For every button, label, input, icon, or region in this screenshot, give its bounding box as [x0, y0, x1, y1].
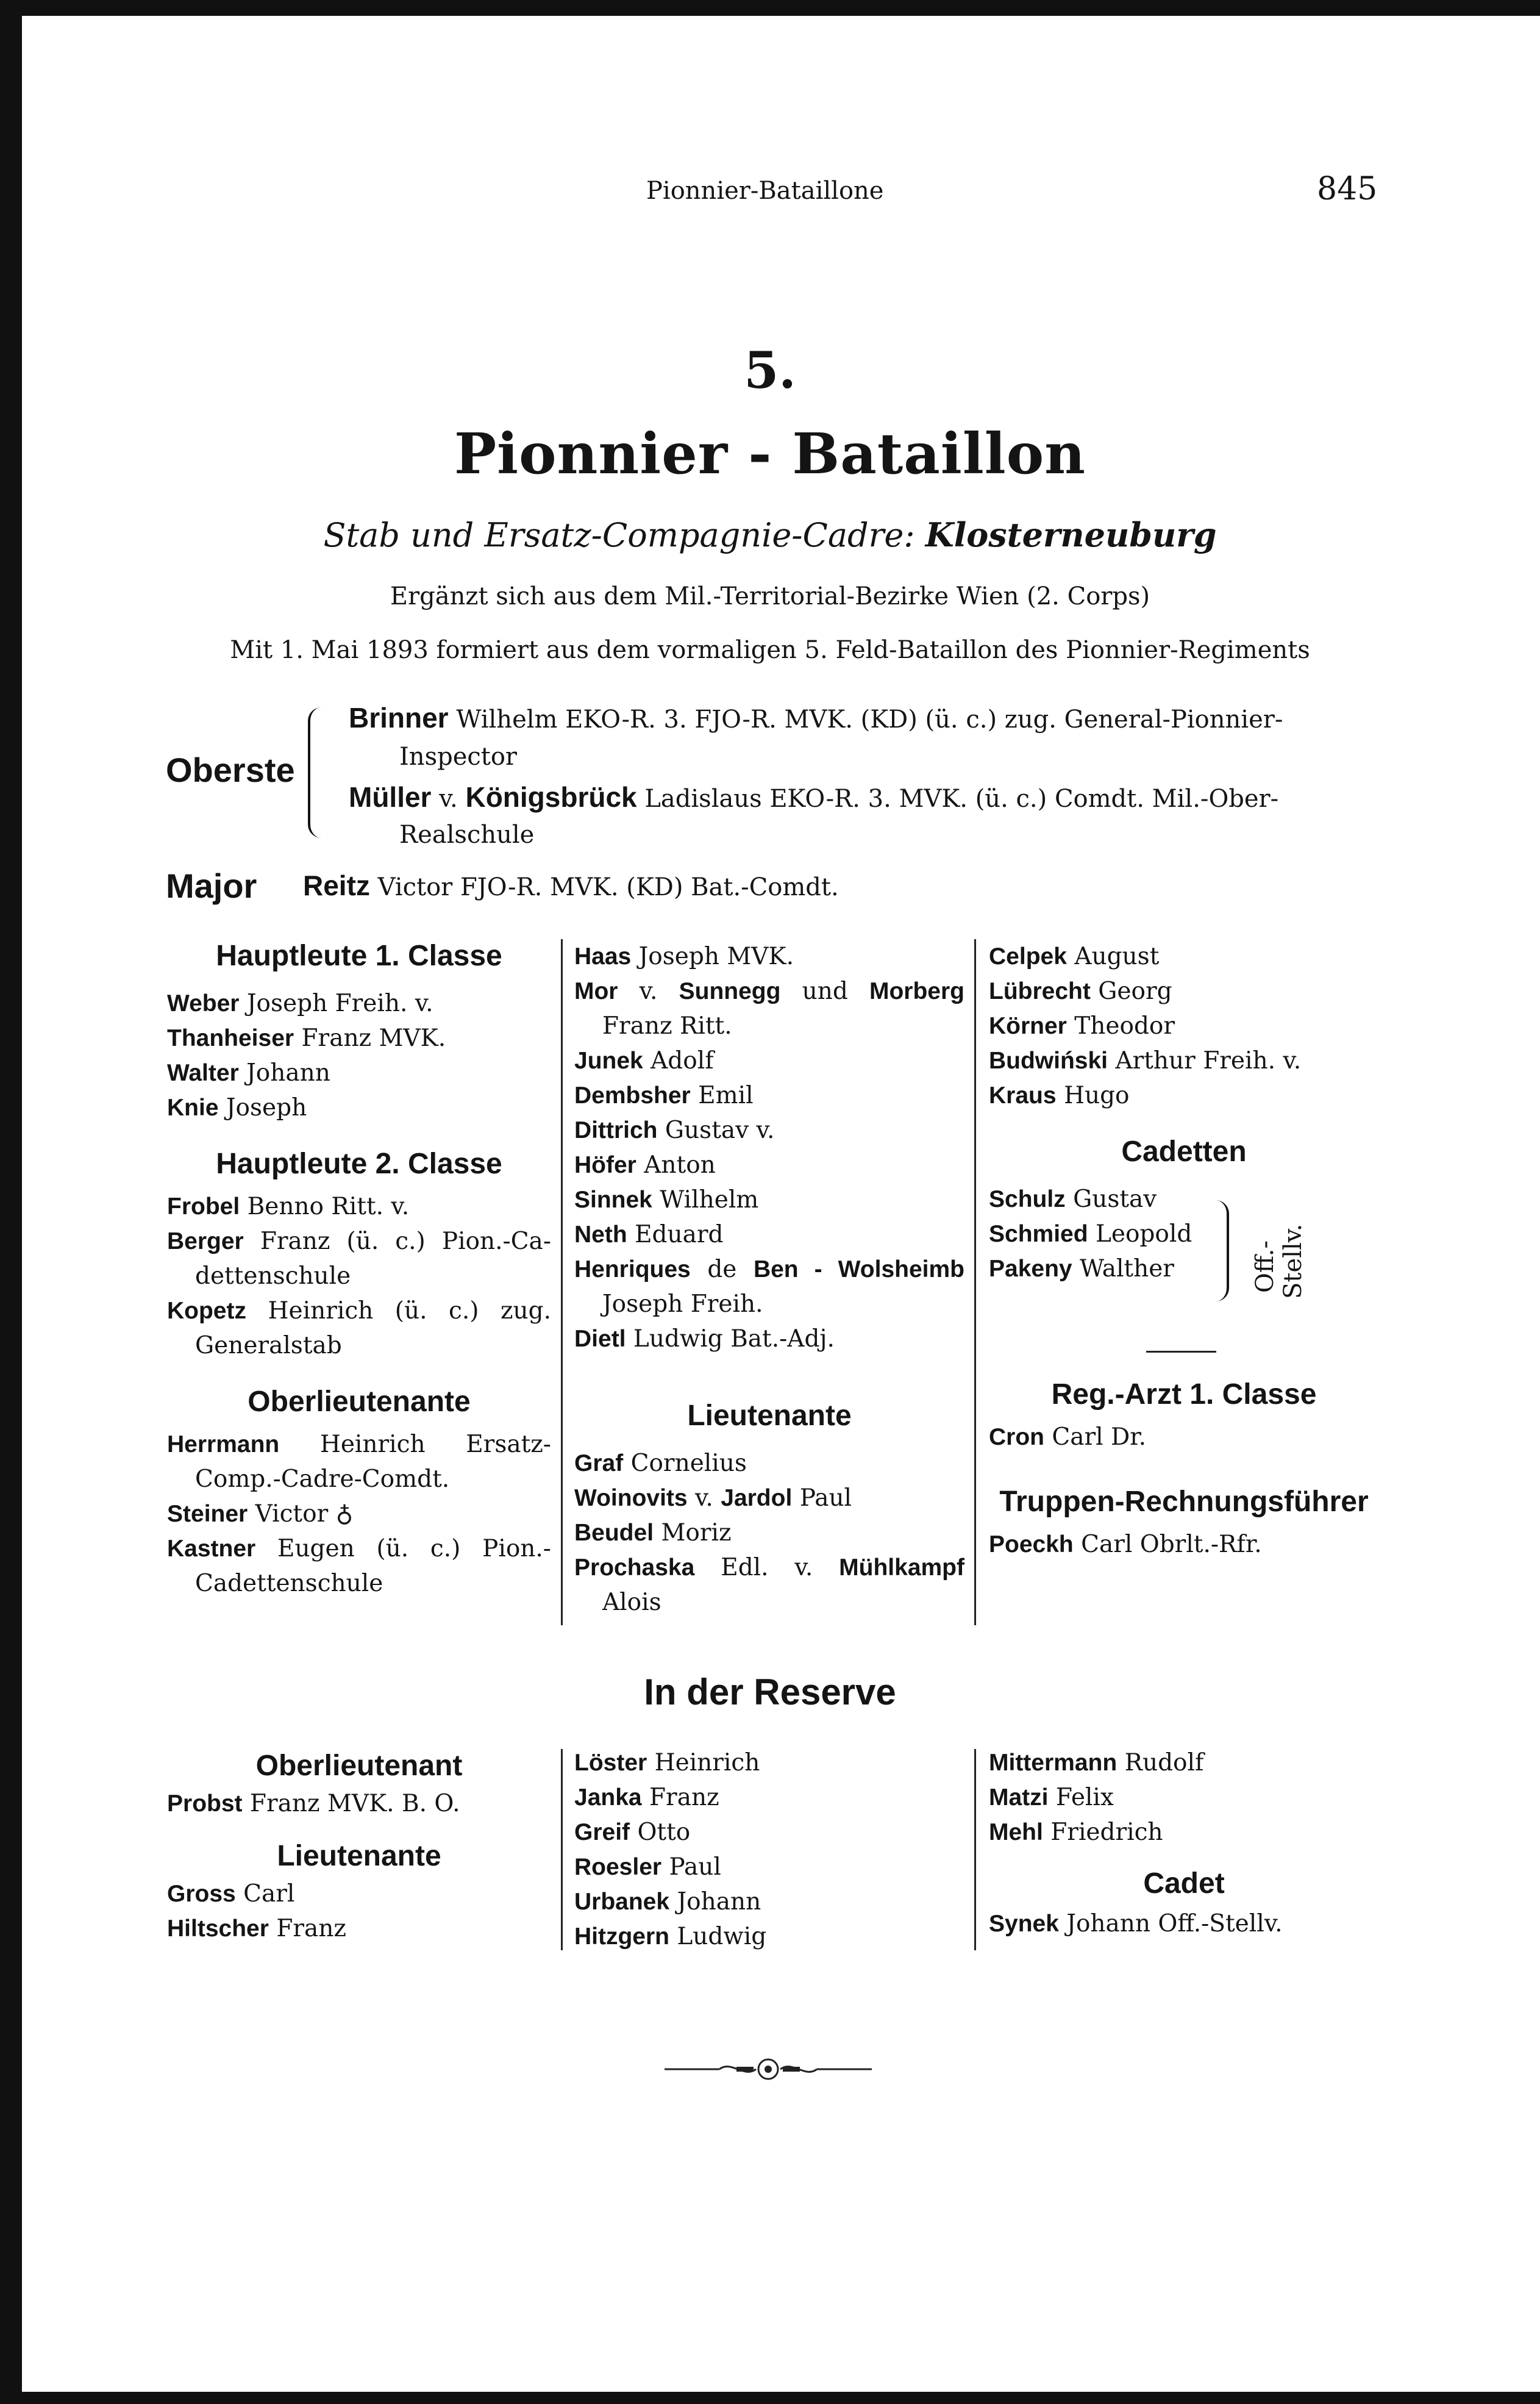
list-item: Junek Adolf: [574, 1047, 714, 1075]
scan-border-bottom: [0, 2392, 1540, 2404]
person-name: Müller: [349, 781, 432, 813]
oberste-label: Oberste: [166, 751, 295, 789]
ornament-divider-icon: [665, 2054, 872, 2084]
list-item: Janka Franz: [574, 1784, 719, 1811]
major-label: Major: [166, 867, 257, 905]
reserve-lieutenante-heading: Lieutenante: [277, 1840, 441, 1872]
list-item: Schmied Leopold: [989, 1220, 1192, 1248]
list-item: Probst Franz MVK. B. O.: [167, 1790, 460, 1817]
list-item: Walter Johann: [167, 1059, 330, 1087]
list-item-cont: Cadettenschule: [195, 1570, 383, 1597]
list-item: Cron Carl Dr.: [989, 1423, 1147, 1451]
list-item: Thanheiser Franz MVK.: [167, 1025, 446, 1052]
list-item: Graf Cornelius: [574, 1450, 747, 1477]
recruitment-note: Ergänzt sich aus dem Mil.-Territorial-Bezirke Wien (2. Corps): [390, 582, 1150, 610]
subtitle-place: Klosterneuburg: [925, 515, 1217, 554]
list-item: Budwiński Arthur Freih. v.: [989, 1047, 1302, 1075]
reserve-column-1: [167, 1749, 551, 1946]
list-item: Beudel Moriz: [574, 1519, 732, 1547]
name-particle: v.: [439, 785, 458, 813]
list-item: Pakeny Walther: [989, 1255, 1174, 1282]
list-item: Kopetz Heinrich (ü. c.) zug.: [167, 1297, 551, 1325]
list-item: Gross Carl: [167, 1880, 295, 1908]
reserve-oberlieutenant-heading: Oberlieutenant: [255, 1750, 463, 1782]
cadetten-rank-note-2: Stellv.: [1279, 1223, 1307, 1299]
list-item: Mehl Friedrich: [989, 1819, 1163, 1846]
section-title: Pionnier - Bataillon: [454, 421, 1086, 487]
list-item: Höfer Anton: [574, 1151, 716, 1179]
lieutenante-heading: Lieutenante: [687, 1400, 852, 1432]
list-item: Steiner Victor ♁: [167, 1500, 354, 1528]
list-item: Hitzgern Ludwig: [574, 1923, 767, 1950]
reserve-column-3: [989, 1745, 1379, 1941]
oberste-entry-2: [349, 781, 1278, 814]
subtitle-prefix: Stab und Ersatz-Compagnie-Cadre:: [323, 516, 915, 554]
person-name-2: Königsbrück: [465, 781, 637, 813]
entry-details: Ladislaus EKO-R. 3. MVK. (ü. c.) Comdt. Mil.-Ober-: [644, 785, 1279, 813]
entry-details: Wilhelm EKO-R. 3. FJO-R. MVK. (KD) (ü. c.) zug. General-Pionnier-: [456, 706, 1283, 734]
list-item: Lübrecht Georg: [989, 978, 1172, 1005]
list-item: Neth Eduard: [574, 1221, 724, 1248]
list-item: Henriques de Ben - Wolsheimb: [574, 1256, 964, 1283]
page-number: 845: [1317, 171, 1378, 207]
cadetten-brace: [1216, 1200, 1229, 1301]
cadetten-rank-note-1: Off.-: [1251, 1240, 1279, 1293]
list-item-cont: Franz Ritt.: [602, 1012, 732, 1040]
column-3: [989, 939, 1379, 1562]
list-item: Greif Otto: [574, 1819, 691, 1846]
truppen-heading: Truppen-Rechnungsführer: [999, 1486, 1369, 1518]
list-item: Prochaska Edl. v. Mühlkampf: [574, 1554, 964, 1581]
hauptleute1-heading: Hauptleute 1. Classe: [216, 940, 502, 972]
list-item: Poeckh Carl Obrlt.-Rfr.: [989, 1531, 1262, 1558]
list-item-cont: Generalstab: [195, 1332, 342, 1359]
list-item: Haas Joseph MVK.: [574, 943, 794, 970]
column-2: [574, 939, 964, 1620]
decoration-symbol-icon: ♁: [335, 1500, 354, 1528]
section-subtitle: [0, 515, 1540, 554]
list-item: Dietl Ludwig Bat.-Adj.: [574, 1325, 835, 1353]
oberste-entry-1-cont: Inspector: [399, 743, 518, 771]
list-item: Frobel Benno Ritt. v.: [167, 1193, 410, 1220]
separator-dash: [1146, 1351, 1216, 1353]
running-head: Pionnier-Bataillone: [646, 177, 884, 205]
column-rule-2: [974, 939, 976, 1625]
list-item-cont: Joseph Freih.: [602, 1290, 763, 1318]
list-item: Kastner Eugen (ü. c.) Pion.-: [167, 1535, 551, 1562]
oberste-brace: [308, 707, 321, 838]
list-item-cont: dettenschule: [195, 1262, 351, 1290]
reserve-rule-2: [974, 1749, 976, 1950]
person-name: Brinner: [349, 702, 449, 734]
oberlieutenante-heading: Oberlieutenante: [248, 1386, 471, 1418]
list-item: Körner Theodor: [989, 1012, 1175, 1040]
list-item: Löster Heinrich: [574, 1749, 760, 1776]
list-item: Mor v. Sunnegg und Morberg: [574, 978, 964, 1005]
list-item: Berger Franz (ü. c.) Pion.-Ca-: [167, 1228, 551, 1255]
formation-note: Mit 1. Mai 1893 formiert aus dem vormaligen 5. Feld-Bataillon des Pionnier-Regiments: [230, 636, 1310, 664]
reserve-column-2: [574, 1745, 964, 1954]
oberste-entry-2-cont: Realschule: [399, 821, 535, 849]
list-item: Urbanek Johann: [574, 1888, 761, 1916]
scan-border-top: [0, 0, 1540, 16]
list-item: Hiltscher Franz: [167, 1915, 346, 1942]
person-name: Reitz: [303, 870, 370, 901]
hauptleute2-heading: Hauptleute 2. Classe: [216, 1148, 502, 1180]
list-item: Roesler Paul: [574, 1853, 721, 1881]
list-item: Synek Johann Off.-Stellv.: [989, 1910, 1283, 1937]
list-item: Dembsher Emil: [574, 1082, 754, 1109]
oberste-entry-1: [349, 701, 1283, 734]
list-item: Schulz Gustav: [989, 1186, 1157, 1213]
list-item: Mittermann Rudolf: [989, 1749, 1204, 1776]
entry-details: Victor FJO-R. MVK. (KD) Bat.-Comdt.: [377, 873, 839, 901]
reserve-cadet-heading: Cadet: [1143, 1867, 1225, 1900]
list-item: Dittrich Gustav v.: [574, 1117, 775, 1144]
list-item: Knie Joseph: [167, 1094, 307, 1122]
list-item: Herrmann Heinrich Ersatz-: [167, 1431, 551, 1458]
column-1: [167, 939, 551, 1601]
cadetten-heading: Cadetten: [1121, 1136, 1247, 1168]
column-rule-1: [561, 939, 563, 1625]
list-item: Weber Joseph Freih. v.: [167, 990, 433, 1017]
list-item-cont: Alois: [602, 1589, 661, 1616]
list-item: Woinovits v. Jardol Paul: [574, 1484, 852, 1512]
regarzt-heading: Reg.-Arzt 1. Classe: [1051, 1378, 1317, 1411]
list-item: Sinnek Wilhelm: [574, 1186, 759, 1214]
major-entry: [303, 869, 839, 902]
list-item: Celpek August: [989, 943, 1160, 970]
reserve-heading: In der Reserve: [644, 1672, 896, 1712]
list-item: Kraus Hugo: [989, 1082, 1130, 1109]
list-item-cont: Comp.-Cadre-Comdt.: [195, 1465, 450, 1493]
reserve-rule-1: [561, 1749, 563, 1950]
list-item: Matzi Felix: [989, 1784, 1114, 1811]
section-number: 5.: [744, 342, 796, 400]
